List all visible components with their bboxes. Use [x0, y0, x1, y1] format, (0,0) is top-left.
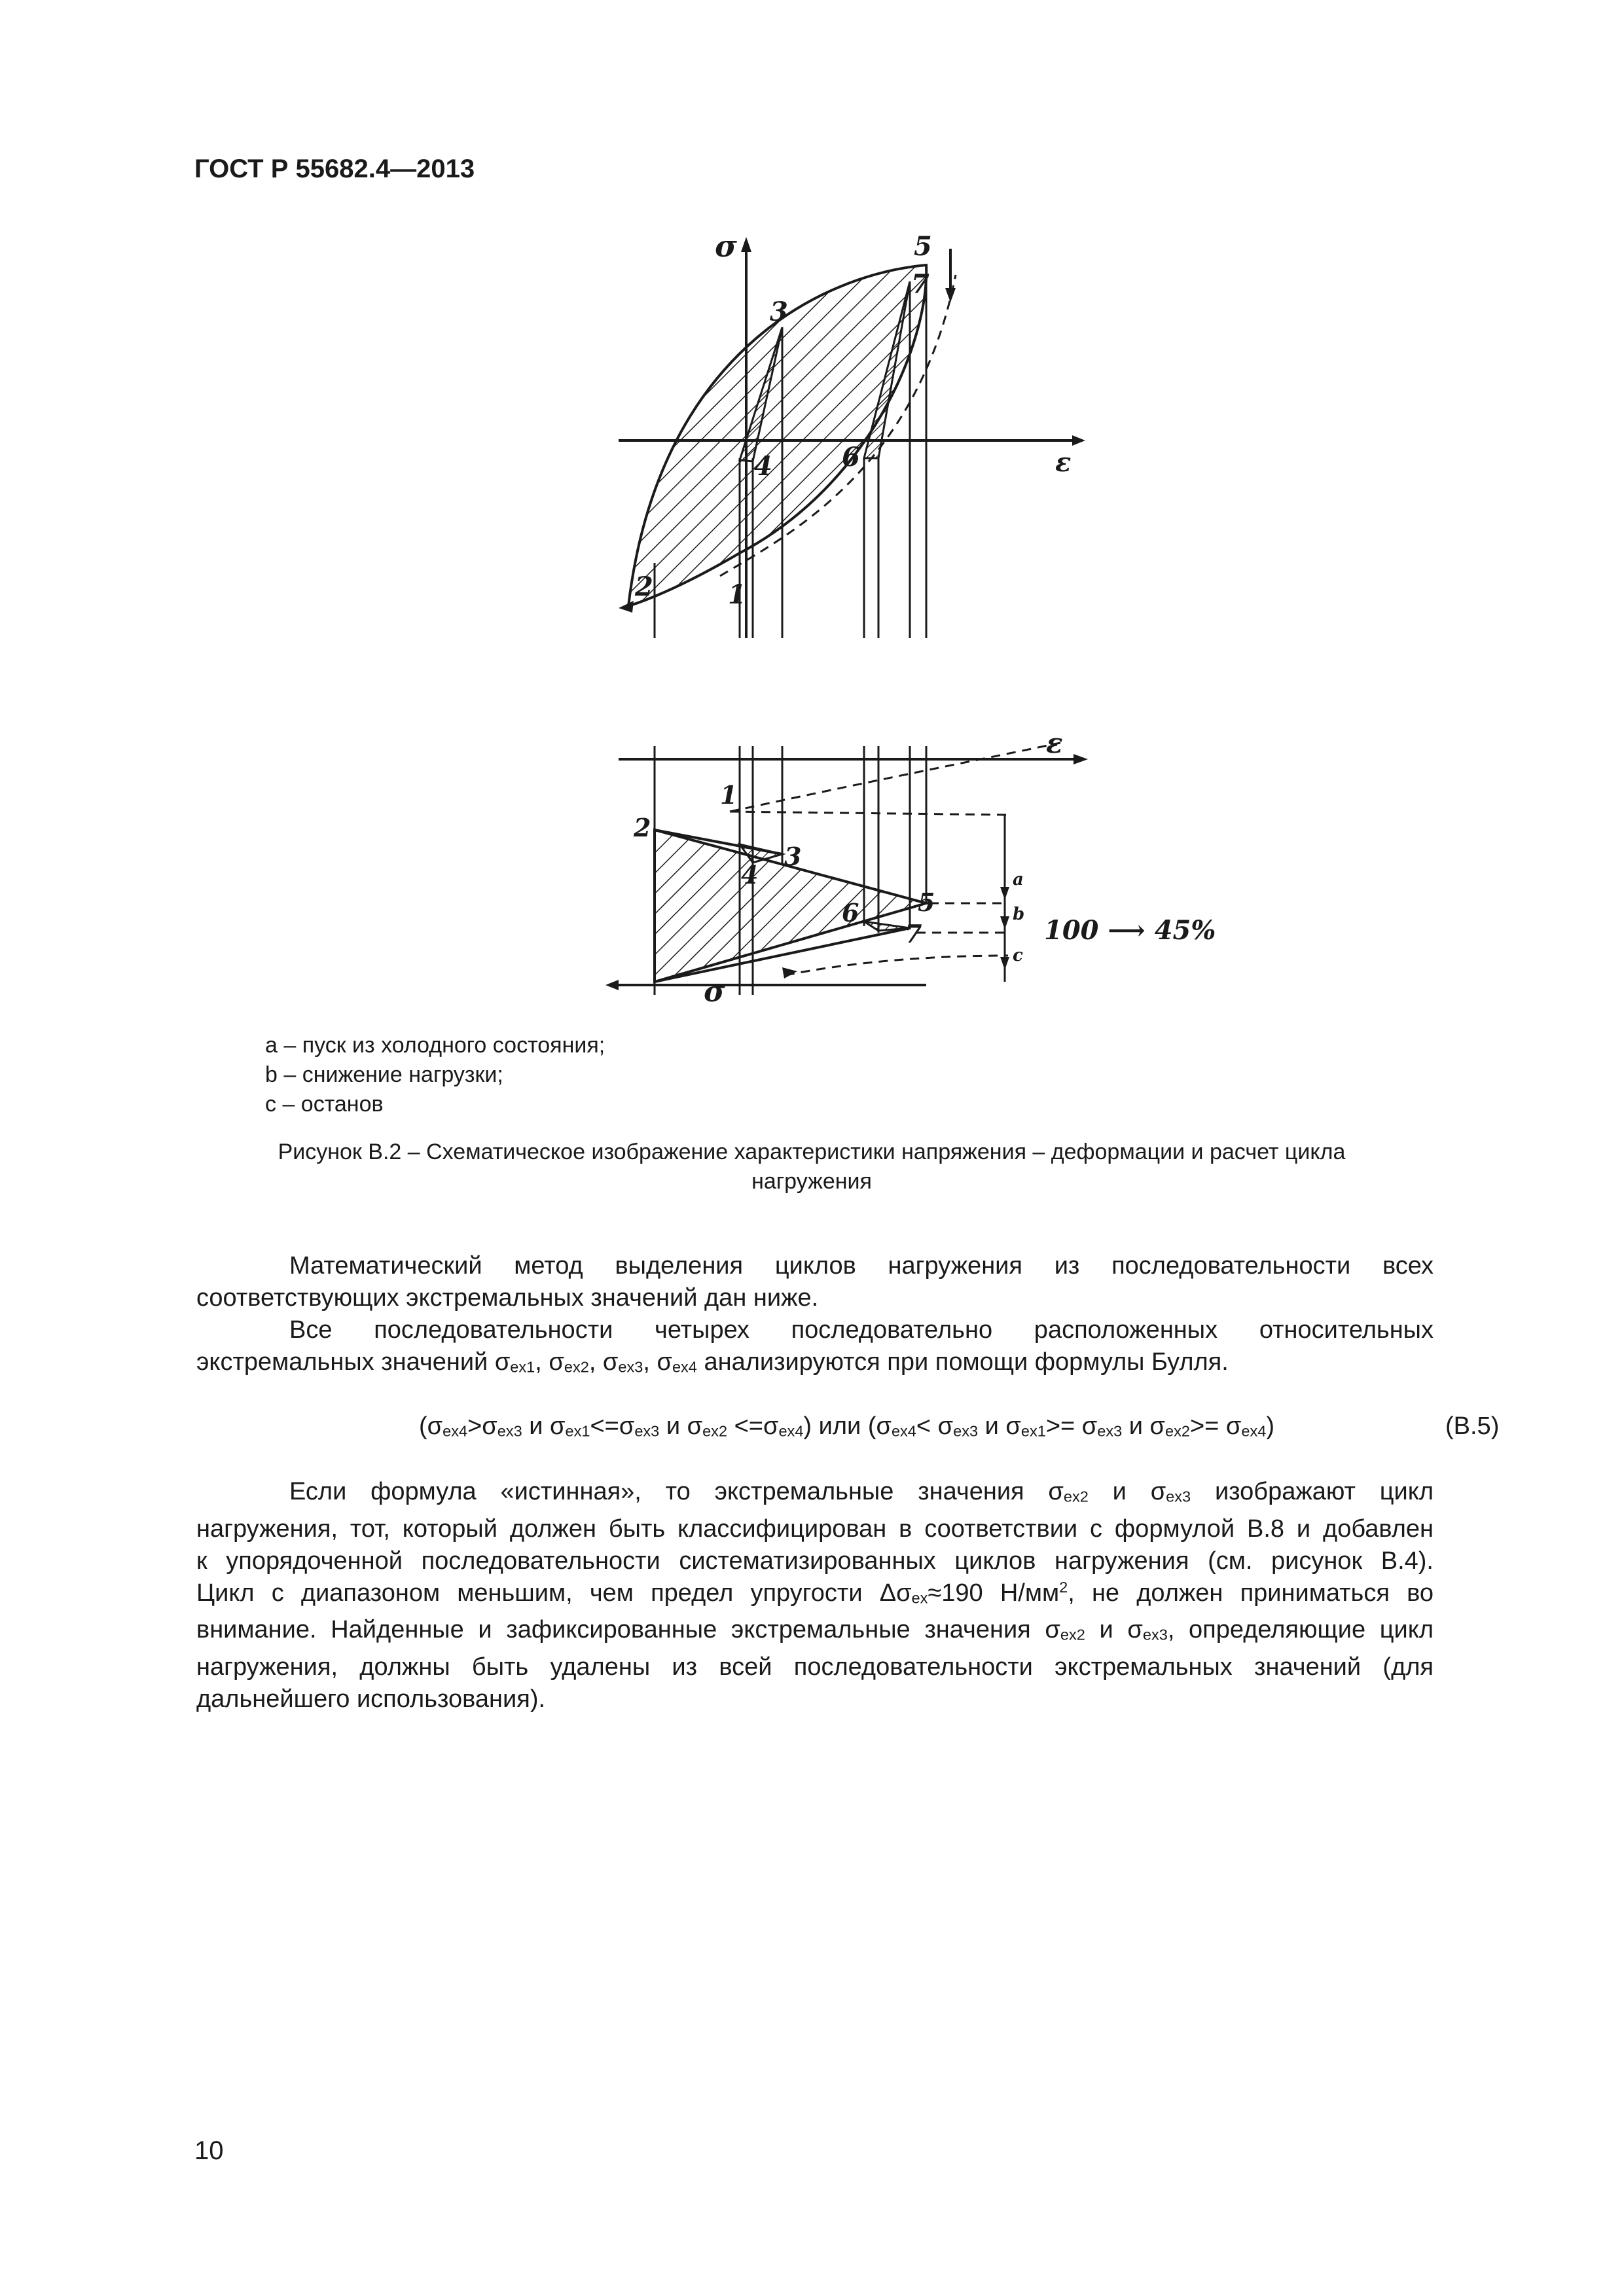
lower-sigma-label: σ	[704, 975, 725, 1009]
upper-stress-strain-diagram	[619, 228, 1085, 638]
boolean-formula: ($\sigma_{ex4}>\sigma_{ex3}$ и $\sigma_{ex1}<=\sigma_{ex3}$ и $\sigma_{ex2} <=\sigma_{ex4}$) или ($\sigma_{ex4}< \sigma_{ex3}$ и $\sigma_{ex1}>= \sigma_{ex3}$ и $\sigma_{ex2}>= \sigma_{ex4}$)	[419, 1412, 1275, 1440]
lower-point-2: 2	[634, 813, 651, 842]
upper-point-3: 3	[770, 296, 788, 327]
paragraph-sequences: Все последовательности четырех последовательно расположенных относительных экстремальных значений $\sigma_{ex1}$, $\sigma_{ex2}$, $\sigma_{ex3}$, $\sigma_{ex4}$ анализируются при помощи формулы Булля.	[196, 1316, 1434, 1376]
upper-point-4: 4	[754, 451, 772, 482]
interval-label-c: c	[1013, 946, 1023, 965]
legend-item-c: c – останов	[265, 1092, 384, 1117]
upper-point-5: 5	[914, 231, 932, 262]
upper-epsilon-label: ε	[1055, 447, 1072, 478]
figure-legend	[265, 1031, 605, 1119]
legend-item-b: b – снижение нагрузки;	[265, 1062, 503, 1087]
lower-point-7: 7	[905, 919, 922, 948]
stress-strain-figure	[589, 209, 1216, 1009]
epsilon-axis-arrow	[1072, 435, 1085, 446]
lower-point-6: 6	[842, 898, 859, 927]
paragraph-method: Математический метод выделения циклов нагружения из последовательности всех соответствующих экстремальных значений дан ниже.	[196, 1252, 1434, 1312]
paragraph-cycle-rule: Если формула «истинная», то экстремальные значения $\sigma_{ex2}$ и $\sigma_{ex3}$ изображают цикл нагружения, тот, который должен быть классифицирован в соответствии с формулой В.8 и добавлен к упорядоченной последовательности систематизированных циклов нагружения (см. рисунок В.4). Цикл с диапазоном меньшим, чем предел упругости $\Delta\sigma_{ex}\approx 190$ $Н/мм^2$, не должен приниматься во внимание. Найденные и зафиксированные экстремальные значения $\sigma_{ex2}$ и $\sigma_{ex3}$, определяющие цикл нагружения, должны быть удалены из всей последовательности экстремальных значений (для дальнейшего использования).	[196, 1478, 1434, 1713]
upper-point-1: 1	[728, 579, 746, 610]
interval-label-a: a	[1013, 870, 1024, 889]
legend-item-a: а – пуск из холодного состояния;	[265, 1033, 605, 1058]
lower-time-history-diagram	[605, 727, 1216, 1009]
document-header: ГОСТ Р 55682.4—2013	[194, 154, 475, 183]
page-number: 10	[194, 2136, 224, 2165]
lower-point-5: 5	[918, 888, 935, 917]
load-change-label: 100 ⟶ 45%	[1044, 915, 1216, 946]
lower-point-3: 3	[784, 842, 802, 871]
lower-epsilon-label: ε	[1046, 727, 1063, 759]
upper-point-6: 6	[842, 442, 860, 473]
interval-label-b: b	[1013, 905, 1025, 924]
formula-number: (В.5)	[1445, 1412, 1500, 1440]
lower-point-1: 1	[720, 780, 738, 810]
upper-point-2: 2	[635, 571, 653, 602]
sigma-axis-arrow	[741, 237, 751, 252]
upper-sigma-label: σ	[715, 228, 737, 264]
lower-point-4: 4	[741, 860, 759, 889]
figure-caption: Рисунок В.2 – Схематическое изображение характеристики напряжения – деформации и расчет цикла нагружения	[278, 1139, 1346, 1194]
upper-point-7: 7	[911, 269, 929, 300]
